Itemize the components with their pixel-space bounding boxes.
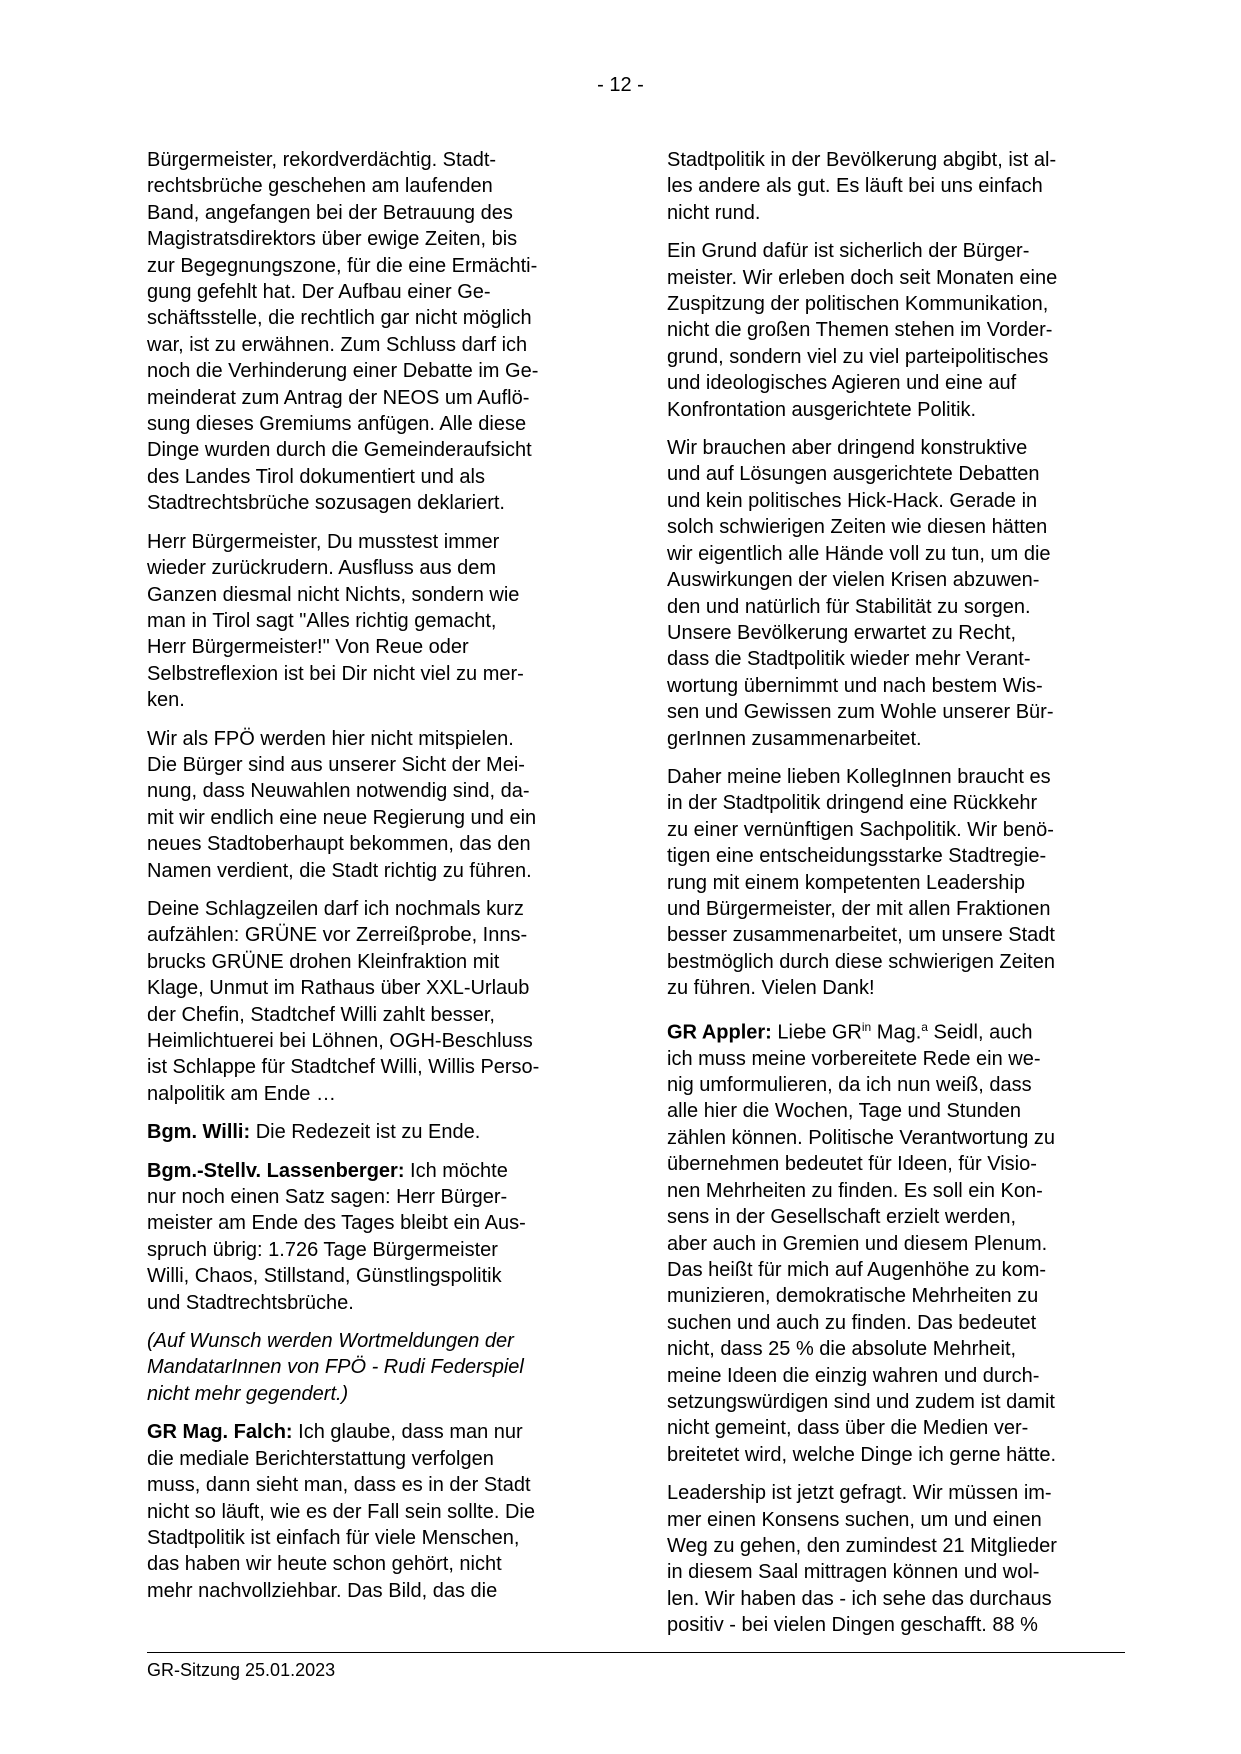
text-line: Namen verdient, die Stadt richtig zu führen. xyxy=(147,859,532,882)
paragraph xyxy=(147,1419,617,1604)
text-line: MandatarInnen von FPÖ - Rudi Federspiel xyxy=(147,1356,524,1379)
superscript: in xyxy=(861,1019,872,1034)
text-line: nicht die großen Themen stehen im Vorder- xyxy=(667,319,1053,342)
text-line: nen Mehrheiten zu finden. Es soll ein Kon- xyxy=(667,1179,1043,1202)
text-line: Die Redezeit ist zu Ende. xyxy=(250,1121,481,1144)
text-line: nalpolitik am Ende … xyxy=(147,1082,336,1105)
text-line: bestmöglich durch diese schwierigen Zeiten xyxy=(667,950,1055,973)
text-line: wieder zurückrudern. Ausfluss aus dem xyxy=(147,557,497,580)
text-line: mer einen Konsens suchen, um und einen xyxy=(667,1508,1042,1531)
text-fragment: Seidl, auch xyxy=(927,1021,1033,1044)
text-line: Stadtpolitik ist einfach für viele Menschen, xyxy=(147,1526,520,1549)
text-line: grund, sondern viel zu viel parteipolitisches xyxy=(667,345,1049,368)
text-line: in diesem Saal mittragen können und wol- xyxy=(667,1561,1040,1584)
text-line: nicht gemeint, dass über die Medien ver- xyxy=(667,1417,1029,1440)
text-line: Ganzen diesmal nicht Nichts, sondern wie xyxy=(147,583,520,606)
paragraph xyxy=(667,435,1137,752)
text-line: aber auch in Gremien und diesem Plenum. xyxy=(667,1232,1048,1255)
footer-text: GR-Sitzung 25.01.2023 xyxy=(147,1660,336,1680)
text-line: übernehmen bedeutet für Ideen, für Visio- xyxy=(667,1153,1037,1176)
editorial-note xyxy=(147,1328,617,1407)
text-line: ist Schlappe für Stadtchef Willi, Willis Perso- xyxy=(147,1056,540,1079)
text-line: tigen eine entscheidungsstarke Stadtregie- xyxy=(667,845,1047,868)
text-line: positiv - bei vielen Dingen geschafft. 88 % xyxy=(667,1614,1038,1637)
text-line: munizieren, demokratische Mehrheiten zu xyxy=(667,1285,1039,1308)
paragraph xyxy=(667,238,1137,423)
text-line: und Bürgermeister, der mit allen Fraktionen xyxy=(667,897,1051,920)
text-line: Willi, Chaos, Stillstand, Günstlingspolitik xyxy=(147,1265,502,1288)
text-line: Ein Grund dafür ist sicherlich der Bürger- xyxy=(667,240,1030,263)
text-line: nicht, dass 25 % die absolute Mehrheit, xyxy=(667,1338,1017,1361)
text-line: gung gefehlt hat. Der Aufbau einer Ge- xyxy=(147,281,491,304)
speaker-name: GR Mag. Falch: xyxy=(147,1421,293,1444)
paragraph xyxy=(667,147,1137,226)
text-line: suchen und auch zu finden. Das bedeutet xyxy=(667,1311,1037,1334)
text-line: Wir brauchen aber dringend konstruktive xyxy=(667,437,1028,460)
speaker-name: Bgm. Willi: xyxy=(147,1121,251,1144)
text-line: muss, dann sieht man, dass es in der Stadt xyxy=(147,1474,531,1497)
paragraph xyxy=(667,764,1137,1002)
text-line: Klage, Unmut im Rathaus über XXL-Urlaub xyxy=(147,977,530,1000)
text-line: nicht rund. xyxy=(667,201,761,224)
text-line: aufzählen: GRÜNE vor Zerreißprobe, Inns- xyxy=(147,924,528,947)
paragraph xyxy=(147,147,617,517)
text-line: zur Begegnungszone, für die eine Ermächti- xyxy=(147,254,538,277)
text-line: und ideologisches Agieren und eine auf xyxy=(667,372,1017,395)
speaker-name: Bgm.-Stellv. Lassenberger: xyxy=(147,1159,405,1182)
text-line: Band, angefangen bei der Betrauung des xyxy=(147,201,513,224)
text-line: zu einer vernünftigen Sachpolitik. Wir benö- xyxy=(667,818,1054,841)
text-line: und Stadtrechtsbrüche. xyxy=(147,1291,354,1314)
text-line: Weg zu gehen, den zumindest 21 Mitglieder xyxy=(667,1534,1057,1557)
text-line: Leadership ist jetzt gefragt. Wir müssen im- xyxy=(667,1482,1052,1505)
right-column xyxy=(667,147,1137,1651)
text-line: Wir als FPÖ werden hier nicht mitspielen. xyxy=(147,727,514,750)
text-line: sens in der Gesellschaft erzielt werden, xyxy=(667,1206,1017,1229)
text-line: meister am Ende des Tages bleibt ein Aus- xyxy=(147,1212,526,1235)
paragraph xyxy=(147,896,617,1107)
text-line: Stadtpolitik in der Bevölkerung abgibt, ist al- xyxy=(667,149,1057,171)
text-line: Unsere Bevölkerung erwartet zu Recht, xyxy=(667,621,1017,644)
text-line: spruch übrig: 1.726 Tage Bürgermeister xyxy=(147,1238,498,1261)
text-line: sen und Gewissen zum Wohle unserer Bür- xyxy=(667,701,1054,724)
text-line: Auswirkungen der vielen Krisen abzuwen- xyxy=(667,569,1040,592)
text-line: den und natürlich für Stabilität zu sorgen. xyxy=(667,595,1031,618)
text-line: die mediale Berichterstattung verfolgen xyxy=(147,1447,494,1470)
text-line: Bürgermeister, rekordverdächtig. Stadt- xyxy=(147,149,497,171)
text-line: rechtsbrüche geschehen am laufenden xyxy=(147,175,493,198)
text-line: man in Tirol sagt "Alles richtig gemacht, xyxy=(147,609,497,632)
text-line: ken. xyxy=(147,689,185,712)
text-line: Dinge wurden durch die Gemeinderaufsicht xyxy=(147,439,532,462)
text-line: Herr Bürgermeister, Du musstest immer xyxy=(147,530,500,553)
text-line: zu führen. Vielen Dank! xyxy=(667,977,875,1000)
text-line: mit wir endlich eine neue Regierung und ein xyxy=(147,806,537,829)
text-line: setzungswürdigen sind und zudem ist damit xyxy=(667,1390,1055,1413)
text-line: nig umformulieren, da ich nun weiß, dass xyxy=(667,1074,1032,1097)
text-line: noch die Verhinderung einer Debatte im Ge- xyxy=(147,360,539,383)
text-line: les andere als gut. Es läuft bei uns einfach xyxy=(667,175,1043,198)
text-line: zählen können. Politische Verantwortung zu xyxy=(667,1126,1056,1149)
text-line: Magistratsdirektors über ewige Zeiten, bis xyxy=(147,228,518,251)
text-line: Selbstreflexion ist bei Dir nicht viel zu mer- xyxy=(147,662,524,685)
footer-divider xyxy=(147,1652,1125,1653)
text-line: mehr nachvollziehbar. Das Bild, das die xyxy=(147,1579,498,1602)
text-line: Heimlichtuerei bei Löhnen, OGH-Beschluss xyxy=(147,1030,533,1052)
text-line: Konfrontation ausgerichtete Politik. xyxy=(667,398,977,421)
paragraph xyxy=(147,726,617,884)
text-fragment: Mag. xyxy=(871,1021,922,1044)
text-line: Daher meine lieben KollegInnen braucht es xyxy=(667,765,1051,788)
text-line: neues Stadtoberhaupt bekommen, das den xyxy=(147,833,531,856)
text-line: Zuspitzung der politischen Kommunikation, xyxy=(667,293,1049,316)
text-line: Herr Bürgermeister!" Von Reue oder xyxy=(147,636,469,659)
text-line: besser zusammenarbeitet, um unsere Stadt xyxy=(667,924,1055,947)
text-line: dass die Stadtpolitik wieder mehr Verant- xyxy=(667,648,1031,671)
text-line: meinderat zum Antrag der NEOS um Auflö- xyxy=(147,386,530,409)
text-line: ich muss meine vorbereitete Rede ein we- xyxy=(667,1047,1041,1070)
paragraph xyxy=(147,1158,617,1316)
superscript: a xyxy=(921,1019,928,1034)
text-line: sung dieses Gremiums anfügen. Alle diese xyxy=(147,413,527,436)
text-line: schäftsstelle, die rechtlich gar nicht möglich xyxy=(147,307,532,330)
text-line: wir eigentlich alle Hände voll zu tun, um die xyxy=(667,542,1051,565)
text-line: len. Wir haben das - ich sehe das durchaus xyxy=(667,1587,1052,1610)
text-line: Die Bürger sind aus unserer Sicht der Mei- xyxy=(147,753,525,776)
text-line: Ich möchte xyxy=(404,1159,508,1182)
text-line: nicht so läuft, wie es der Fall sein sollte. Die xyxy=(147,1500,535,1523)
text-line: nur noch einen Satz sagen: Herr Bürger- xyxy=(147,1186,508,1209)
page-number: - 12 - xyxy=(597,74,644,96)
paragraph xyxy=(147,1119,617,1145)
text-line: in der Stadtpolitik dringend eine Rückkehr xyxy=(667,792,1038,815)
text-line: nung, dass Neuwahlen notwendig sind, da- xyxy=(147,780,530,803)
text-line: rung mit einem kompetenten Leadership xyxy=(667,871,1025,894)
text-line: und kein politisches Hick-Hack. Gerade in xyxy=(667,489,1038,512)
text-line: meine Ideen die einzig wahren und durch- xyxy=(667,1364,1040,1387)
text-line: (Auf Wunsch werden Wortmeldungen der xyxy=(147,1330,514,1353)
text-fragment: Liebe GR xyxy=(771,1021,862,1044)
paragraph xyxy=(667,1480,1137,1638)
text-line: breitetet wird, welche Dinge ich gerne hätte. xyxy=(667,1443,1057,1466)
text-line: brucks GRÜNE drohen Kleinfraktion mit xyxy=(147,950,500,973)
text-line: alle hier die Wochen, Tage und Stunden xyxy=(667,1100,1021,1123)
text-line: wortung übernimmt und nach bestem Wis- xyxy=(667,674,1043,697)
paragraph xyxy=(667,1014,1137,1469)
text-line: Stadtrechtsbrüche sozusagen deklariert. xyxy=(147,492,505,515)
text-line: nicht mehr gegendert.) xyxy=(147,1382,349,1405)
text-line: und auf Lösungen ausgerichtete Debatten xyxy=(667,463,1040,486)
text-line: gerInnen zusammenarbeitet. xyxy=(667,727,922,750)
text-line: Das heißt für mich auf Augenhöhe zu kom- xyxy=(667,1258,1047,1281)
text-line: war, ist zu erwähnen. Zum Schluss darf ich xyxy=(147,333,528,356)
speaker-name: GR Appler: xyxy=(667,1021,772,1044)
text-line: der Chefin, Stadtchef Willi zahlt besser, xyxy=(147,1003,495,1026)
text-line: des Landes Tirol dokumentiert und als xyxy=(147,465,485,488)
left-column xyxy=(147,147,617,1616)
text-line: meister. Wir erleben doch seit Monaten eine xyxy=(667,266,1058,289)
text-line: Ich glaube, dass man nur xyxy=(292,1421,523,1444)
text-line: das haben wir heute schon gehört, nicht xyxy=(147,1553,502,1576)
paragraph xyxy=(147,529,617,714)
text-line: solch schwierigen Zeiten wie diesen hätten xyxy=(667,516,1048,539)
text-line: Deine Schlagzeilen darf ich nochmals kurz xyxy=(147,897,524,920)
